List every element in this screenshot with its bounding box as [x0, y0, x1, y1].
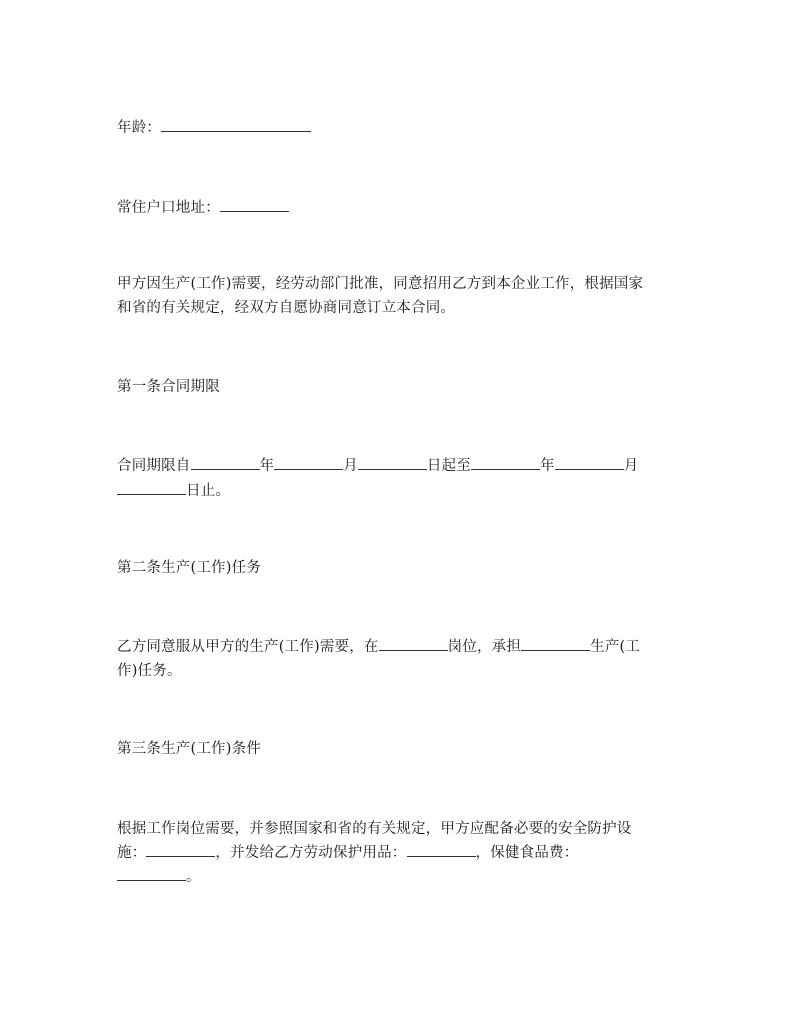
health-food-blank — [117, 866, 186, 881]
article3-part1: 施： — [117, 845, 147, 861]
term-prefix: 合同期限自 — [117, 458, 191, 474]
article1-term-line-1 — [117, 455, 638, 477]
article3-line-2 — [117, 842, 578, 864]
age-label: 年龄： — [117, 120, 162, 136]
article3-line-3 — [117, 866, 201, 888]
article3-line-1: 根据工作岗位需要，并参照国家和省的有关规定，甲方应配备必要的安全防护设 — [117, 821, 632, 837]
article3-part2: ，并发给乙方劳动保护用品： — [215, 845, 407, 861]
year-label-2: 年 — [540, 458, 555, 474]
start-month-blank — [274, 455, 343, 470]
safety-facility-blank — [146, 842, 215, 857]
article2-line-1 — [117, 636, 640, 658]
year-label: 年 — [259, 458, 275, 474]
article3-part4: 。 — [186, 869, 201, 885]
post-blank — [379, 636, 448, 651]
start-year-blank — [191, 455, 260, 470]
task-blank — [521, 636, 590, 651]
end-year-blank — [471, 455, 540, 470]
article3-heading: 第三条生产(工作)条件 — [117, 741, 262, 757]
day-to-label: 日止。 — [186, 483, 231, 499]
month-label-2: 月 — [623, 458, 639, 474]
month-label: 月 — [343, 458, 358, 474]
article2-line-2: 作)任务。 — [117, 663, 182, 679]
residence-row — [117, 197, 289, 219]
residence-blank — [220, 197, 289, 212]
article2-part3: 生产(工 — [590, 639, 641, 655]
article2-part1: 乙方同意服从甲方的生产(工作)需要，在 — [117, 639, 379, 655]
end-month-blank — [555, 455, 624, 470]
article3-part3: ，保健食品费： — [475, 845, 579, 861]
preamble-line-1: 甲方因生产(工作)需要，经劳动部门批准，同意招用乙方到本企业工作，根据国家 — [117, 276, 644, 292]
age-row — [117, 117, 311, 139]
residence-label: 常住户口地址： — [117, 200, 220, 216]
article2-heading: 第二条生产(工作)任务 — [117, 560, 262, 576]
article1-heading: 第一条合同期限 — [117, 379, 220, 395]
end-day-blank — [117, 480, 186, 495]
protective-gear-blank — [407, 842, 476, 857]
article2-part2: 岗位，承担 — [447, 639, 522, 655]
preamble-line-2: 和省的有关规定，经双方自愿协商同意订立本合同。 — [117, 300, 456, 316]
start-day-blank — [358, 455, 427, 470]
article1-term-line-2 — [117, 480, 230, 502]
age-blank — [161, 117, 311, 132]
day-from-label: 日起至 — [426, 458, 472, 474]
